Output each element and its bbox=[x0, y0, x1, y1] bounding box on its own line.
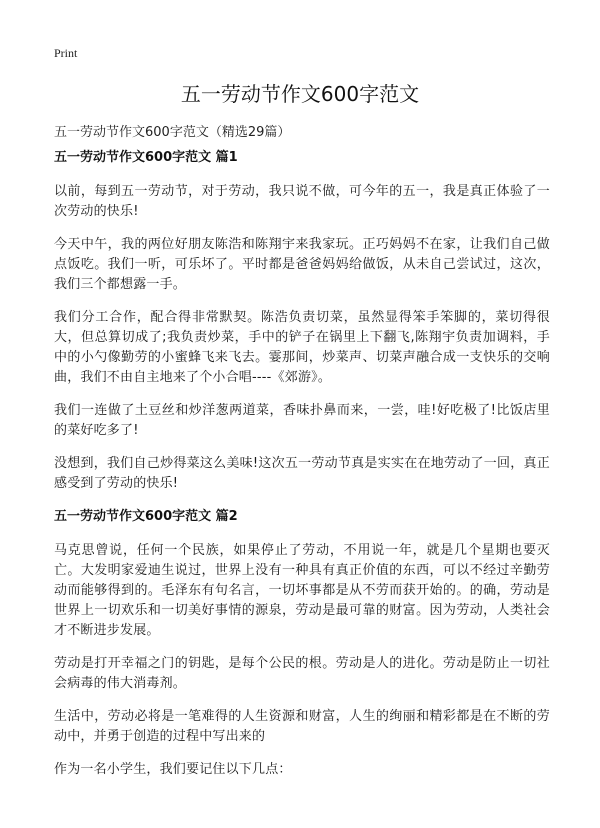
page-title: 五一劳动节作文600字范文 bbox=[180, 82, 420, 106]
paragraph: 没想到，我们自己炒得菜这么美味!这次五一劳动节真是实实在在地劳动了一回，真正感受到了劳动的快乐! bbox=[54, 456, 550, 491]
paragraph: 劳动是打开幸福之门的钥匙，是每个公民的根。劳动是人的进化。劳动是防止一切社会病毒的伟大消毒剂。 bbox=[54, 656, 550, 691]
article-content bbox=[54, 148, 550, 793]
section-heading: 五一劳动节作文600字范文 篇1 bbox=[54, 150, 238, 165]
paragraph: 马克思曾说，任何一个民族，如果停止了劳动，不用说一年，就是几个星期也要灭亡。大发明家爱迪生说过，世界上没有一种具有真正价值的东西，可以不经过辛勤劳动而能够得到的。毛泽东有句名言，一切坏事都是从不劳而获开始的。的确，劳动是世界上一切欢乐和一切美好事情的源泉，劳动是最可靠的财富。因为劳动，人类社会才不断进步发展。 bbox=[54, 543, 550, 638]
essay-section-2 bbox=[54, 507, 550, 780]
article-subtitle: 五一劳动节作文600字范文（精选29篇） bbox=[54, 125, 291, 140]
paragraph: 今天中午，我的两位好朋友陈浩和陈翔宇来我家玩。正巧妈妈不在家，让我们自己做点饭吃。我们一听，可乐坏了。平时都是爸爸妈妈给做饭，从未自己尝试过，这次，我们三个都想露一手。 bbox=[54, 237, 550, 292]
print-link[interactable]: Print bbox=[54, 46, 78, 60]
essay-section-1 bbox=[54, 148, 550, 494]
paragraph: 作为一名小学生，我们要记住以下几点： bbox=[54, 762, 292, 777]
paragraph: 我们一连做了土豆丝和炒洋葱两道菜，香味扑鼻而来，一尝，哇!好吃极了!比饭店里的菜好吃多了! bbox=[54, 403, 550, 438]
paragraph: 我们分工合作，配合得非常默契。陈浩负责切菜，虽然显得笨手笨脚的，菜切得很大，但总算切成了;我负责炒菜，手中的铲子在锅里上下翻飞,陈翔宇负责加调料，手中的小勺像勤劳的小蜜蜂飞来飞去。霎那间，炒菜声、切菜声融合成一支快乐的交响曲，我们不由自主地来了个小合唱----《郊游》。 bbox=[54, 310, 550, 385]
paragraph: 生活中，劳动必将是一笔难得的人生资源和财富，人生的绚丽和精彩都是在不断的劳动中，并勇于创造的过程中写出来的 bbox=[54, 709, 550, 744]
paragraph: 以前，每到五一劳动节，对于劳动，我只说不做，可今年的五一，我是真正体验了一次劳动的快乐! bbox=[54, 184, 550, 219]
section-heading: 五一劳动节作文600字范文 篇2 bbox=[54, 509, 238, 524]
